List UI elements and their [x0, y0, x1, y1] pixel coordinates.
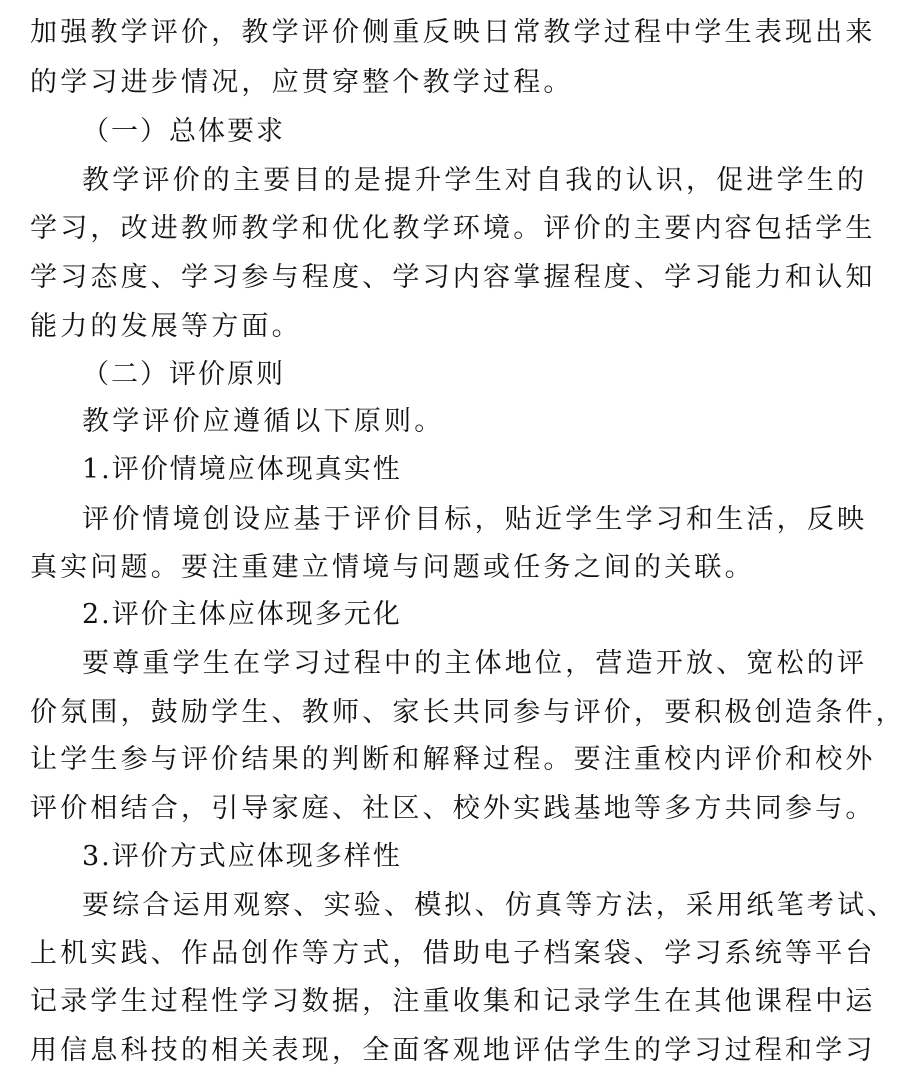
paragraph-line: 评价情境创设应基于评价目标，贴近学生学习和生活，反映 [82, 504, 868, 535]
paragraph-line: 上机实践、作品创作等方式，借助电子档案袋、学习系统等平台 [30, 938, 876, 969]
paragraph-line: 的学习进步情况，应贯穿整个教学过程。 [30, 67, 574, 98]
paragraph-line: 能力的发展等方面。 [30, 311, 302, 342]
subsection-heading: 1.评价情境应体现真实性 [82, 454, 402, 485]
paragraph-line: 学习，改进教师教学和优化教学环境。评价的主要内容包括学生 [30, 213, 876, 244]
paragraph-line: 用信息科技的相关表现，全面客观地评估学生的学习过程和学习 [30, 1035, 876, 1066]
subsection-heading: 2.评价主体应体现多元化 [82, 599, 402, 630]
paragraph-line: 学习态度、学习参与程度、学习内容掌握程度、学习能力和认知 [30, 262, 876, 293]
section-heading: （二）评价原则 [82, 359, 285, 390]
paragraph-line: 要尊重学生在学习过程中的主体地位，营造开放、宽松的评 [82, 648, 868, 679]
paragraph-line: 让学生参与评价结果的判断和解释过程。要注重校内评价和校外 [30, 744, 876, 775]
paragraph-line: 要综合运用观察、实验、模拟、仿真等方法，采用纸笔考试、 [82, 890, 898, 921]
paragraph-line: 价氛围，鼓励学生、教师、家长共同参与评价，要积极创造条件， [30, 697, 906, 728]
paragraph-line: 真实问题。要注重建立情境与问题或任务之间的关联。 [30, 552, 755, 583]
paragraph-line: 教学评价的主要目的是提升学生对自我的认识，促进学生的 [82, 165, 868, 196]
paragraph-line: 记录学生过程性学习数据，注重收集和记录学生在其他课程中运 [30, 986, 876, 1017]
paragraph-line: 教学评价应遵循以下原则。 [82, 406, 445, 437]
subsection-heading: 3.评价方式应体现多样性 [82, 841, 402, 872]
paragraph-line: 加强教学评价，教学评价侧重反映日常教学过程中学生表现出来 [30, 17, 876, 48]
paragraph-line: 评价相结合，引导家庭、社区、校外实践基地等多方共同参与。 [30, 793, 876, 824]
section-heading: （一）总体要求 [82, 116, 285, 147]
